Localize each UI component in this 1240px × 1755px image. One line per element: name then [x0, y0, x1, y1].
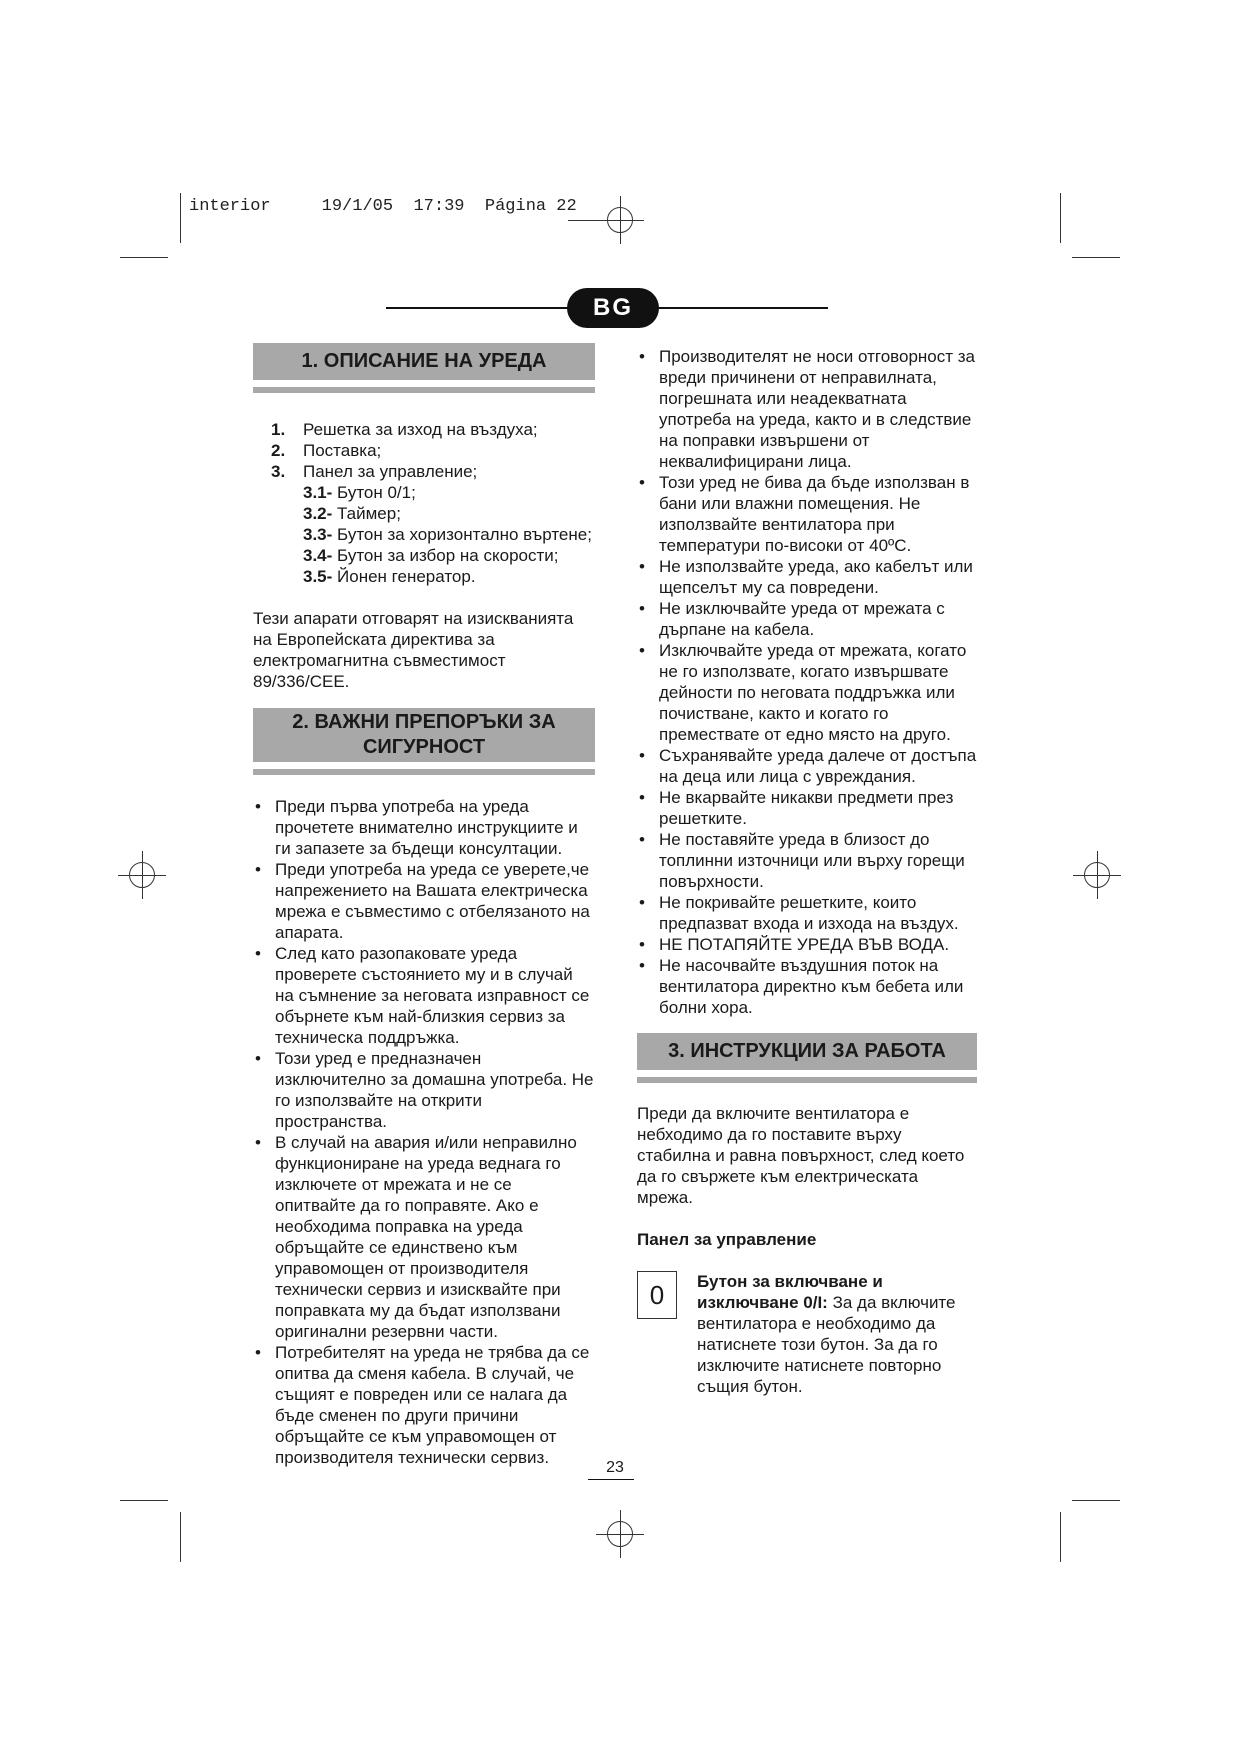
section3-title: 3. ИНСТРУКЦИИ ЗА РАБОТА: [637, 1033, 977, 1070]
item-text: Таймер;: [337, 504, 401, 523]
item-number: 3.4-: [303, 546, 333, 565]
header-rule-left: [386, 307, 576, 309]
item-number: 3.2-: [303, 504, 333, 523]
item-number: 3.5-: [303, 567, 333, 586]
item-text: Бутон 0/1;: [337, 483, 416, 502]
power-button-icon: [637, 1271, 677, 1319]
item-number: 3.1-: [303, 483, 333, 502]
section1-title: 1. ОПИСАНИЕ НА УРЕДА: [253, 343, 595, 380]
item-text: Бутон за избор на скорости;: [337, 546, 559, 565]
list-item: • В случай на авария и/или неправилно функциониране на уреда веднага го изключете от мрежата и не се опитвайте да го поправяте. Ако е необходима поправка на уреда обръщайте се единствено към управомощен от производителя технически сервиз и изисквайте при поправката му да бъдат използвани оригинални резервни части.: [253, 1132, 595, 1342]
compliance-note: Тези апарати отговарят на изискванията на Европейската директива за електромагнитна съвместимост 89/336/CEE.: [253, 609, 574, 691]
safety-list: [253, 796, 595, 1468]
list-item: • Потребителят на уреда не трябва да се опитва да сменя кабела. В случай, че същият е повреден или се налага да бъде сменен по други причини обръщайте се към управомощен от производителя технически сервиз.: [253, 1342, 595, 1468]
power-button-block: [637, 1271, 977, 1397]
list-item: • След като разопаковате уреда проверете състоянието му и в случай на съмнение за неговата изправност се обърнете към най-близкия сервиз за техническа поддръжка.: [253, 943, 595, 1048]
list-item: • Не използвайте уреда, ако кабелът или щепселът му са повредени.: [637, 556, 977, 598]
list-item: [303, 524, 595, 545]
item-number: 3.3-: [303, 525, 333, 544]
section1-rule: [253, 387, 595, 393]
sub-list: [253, 482, 595, 587]
power-button-text: За да включите вентилатора е необходимо да натиснете този бутон. За да го изключите натиснете повторно същия бутон.: [697, 1293, 956, 1396]
crop-mark: [1072, 1500, 1120, 1501]
page-number-rule: [588, 1479, 634, 1480]
registration-mark-left: [118, 851, 166, 899]
list-item: • Не изключвайте уреда от мрежата с дърпане на кабела.: [637, 598, 977, 640]
list-item: • Производителят не носи отговорност за вреди причинени от неправилната, погрешната или неадекватната употреба на уреда, както и в следствие на поправки извършени от неквалифицирани лица.: [637, 346, 977, 472]
item-text: Поставка;: [303, 441, 382, 460]
list-item: • Не вкарвайте никакви предмети през решетките.: [637, 787, 977, 829]
section3-rule: [637, 1077, 977, 1083]
list-item: [271, 440, 595, 461]
slug-date: 19/1/05: [321, 197, 394, 216]
power-button-description: [697, 1271, 977, 1397]
parts-list: [253, 419, 595, 482]
registration-mark-bottom: [596, 1510, 644, 1558]
power-button-title: Бутон за включване и изключване 0/I:: [697, 1272, 883, 1312]
language-badge: BG: [567, 288, 659, 328]
crop-mark: [1060, 1512, 1061, 1562]
registration-mark-right: [1073, 851, 1121, 899]
list-item: • Преди първа употреба на уреда прочетете внимателно инструкциите и ги запазете за бъдещи консултации.: [253, 796, 595, 859]
item-text: Бутон за хоризонтално въртене;: [337, 525, 592, 544]
list-item: • Не поставяйте уреда в близост до топлинни източници или върху горещи повърхности.: [637, 829, 977, 892]
item-number: 1.: [271, 420, 286, 439]
list-item: • Този уред е предназначен изключително за домашна употреба. Не го използвайте на открити пространства.: [253, 1048, 595, 1132]
page-number: 23: [606, 1459, 624, 1476]
list-item: • Този уред не бива да бъде използван в бани или влажни помещения. Не използвайте вентилатора при температури по-високи от 40ºC.: [637, 472, 977, 556]
right-column: [637, 346, 977, 1397]
list-item: • Не насочвайте въздушния поток на вентилатора директно към бебета или болни хора.: [637, 955, 977, 1018]
list-item: [303, 566, 595, 587]
item-text: Йонен генератор.: [337, 567, 476, 586]
slug-page: Página 22: [484, 197, 577, 216]
item-text: Панел за управление;: [303, 462, 478, 481]
left-column: [253, 343, 595, 1468]
list-item: [303, 545, 595, 566]
list-item: • Преди употреба на уреда се уверете,че напрежението на Вашата електрическа мрежа е съвместимо с отбелязаното на апарата.: [253, 859, 595, 943]
safety-list-continued: [637, 346, 977, 1018]
list-item: [271, 419, 595, 440]
slug-time: 17:39: [413, 197, 465, 216]
crop-mark: [1060, 193, 1061, 243]
slug-file: interior: [189, 197, 271, 216]
crop-mark: [120, 1500, 168, 1501]
crop-mark: [120, 257, 168, 258]
list-item: [303, 482, 595, 503]
operating-intro: Преди да включите вентилатора е небходимо да го поставите върху стабилна и равна повърхност, след което да го свържете към електрическата мрежа.: [637, 1104, 965, 1207]
item-text: Решетка за изход на въздуха;: [303, 420, 538, 439]
power-button-symbol: 0: [649, 1279, 665, 1310]
crop-mark: [1072, 257, 1120, 258]
item-number: 3.: [271, 462, 286, 481]
list-item: • Не покривайте решетките, които предпазват входа и изхода на въздух.: [637, 892, 977, 934]
list-item: • НЕ ПОТАПЯЙТЕ УРЕДА ВЪВ ВОДА.: [637, 934, 977, 955]
item-number: 2.: [271, 441, 286, 460]
registration-mark-top: [596, 196, 644, 244]
list-item: • Съхранявайте уреда далече от достъпа на деца или лица с увреждания.: [637, 745, 977, 787]
crop-mark: [180, 1512, 181, 1562]
panel-heading: Панел за управление: [637, 1230, 817, 1249]
list-item: [303, 503, 595, 524]
section2-title: 2. ВАЖНИ ПРЕПОРЪКИ ЗА СИГУРНОСТ: [253, 708, 595, 762]
header-rule-right: [650, 307, 828, 309]
crop-mark: [180, 193, 181, 243]
list-item: • Изключвайте уреда от мрежата, когато не го използвате, когато извършвате дейности по неговата поддръжка или почистване, както и когато го премествате от едно място на друго.: [637, 640, 977, 745]
print-slug: [189, 197, 577, 216]
list-item: [271, 461, 595, 482]
section2-rule: [253, 769, 595, 775]
